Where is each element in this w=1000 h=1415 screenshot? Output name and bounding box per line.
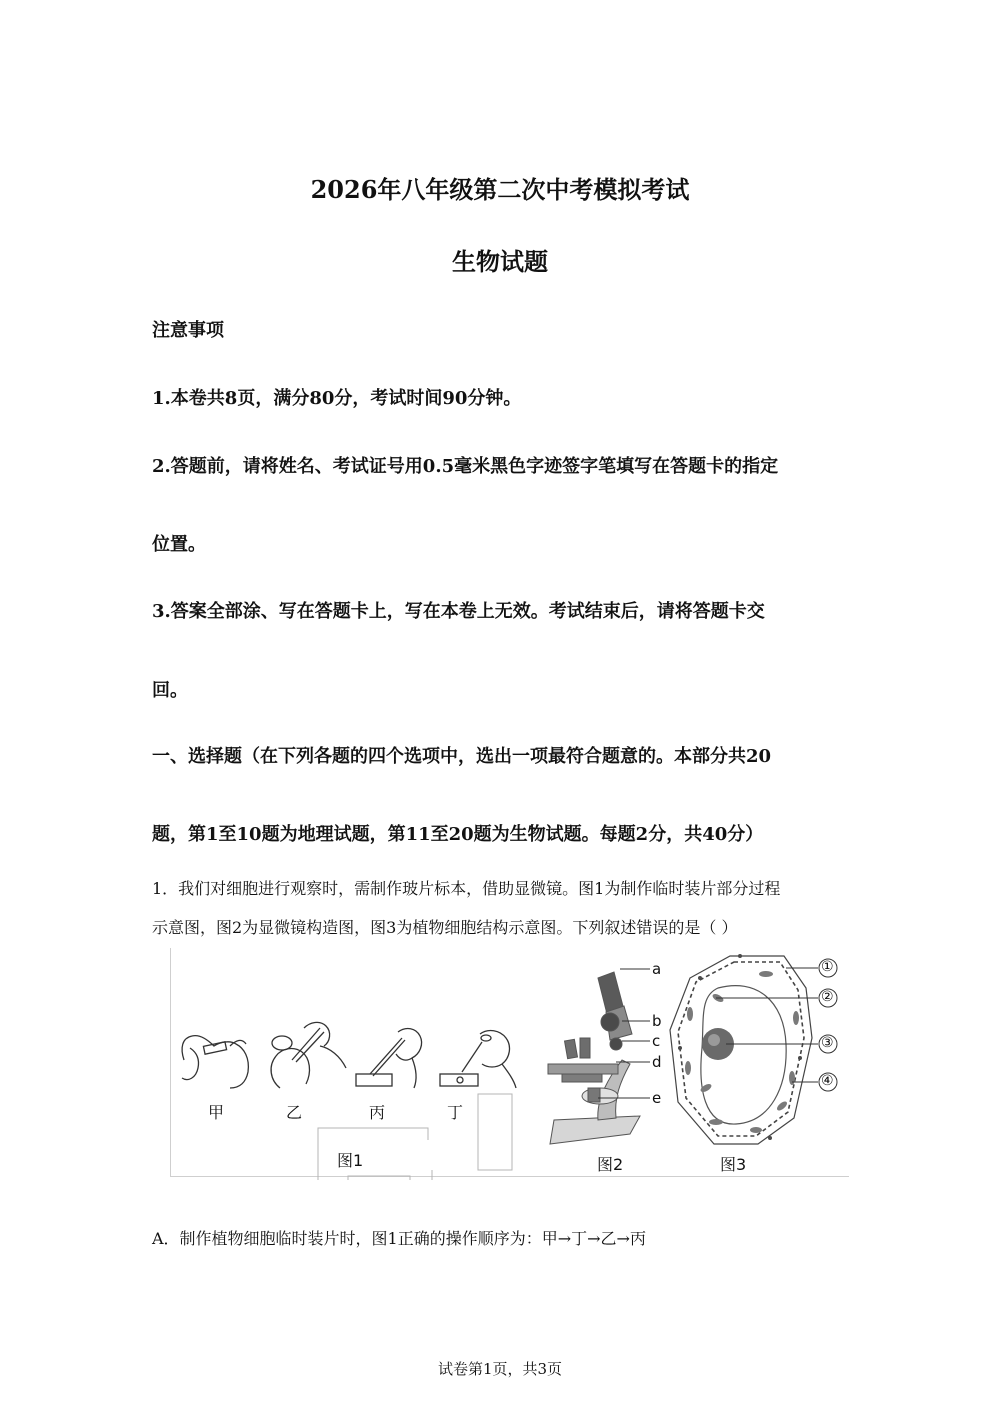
page-footer: 试卷第1页，共3页 — [437, 1360, 563, 1378]
fig2-part-d: d — [652, 1053, 662, 1071]
fig1-label-ding: 丁 — [447, 1103, 464, 1122]
notice-item-3-cont: 回。 — [152, 680, 188, 701]
fig3-part-4: ④ — [821, 1073, 834, 1089]
fig2-part-c: c — [652, 1032, 661, 1050]
fig3-caption: 图3 — [720, 1155, 747, 1174]
question-1-option-a: A．制作植物细胞临时装片时，图1正确的操作顺序为：甲→丁→乙→丙 — [152, 1229, 646, 1248]
fig1-step-ding-illustration — [440, 1031, 516, 1088]
fig2-part-b: b — [652, 1012, 662, 1030]
fig3-part-1: ① — [821, 959, 834, 975]
fig1-step-jia-illustration — [182, 1036, 248, 1088]
question-1-stem-line2: 示意图，图2为显微镜构造图，图3为植物细胞结构示意图。下列叙述错误的是（ ） — [152, 918, 738, 937]
fig3-part-3: ③ — [821, 1035, 834, 1051]
fig3-part-2: ② — [821, 989, 834, 1005]
fig2-part-a: a — [652, 960, 662, 978]
fig1-label-jia: 甲 — [208, 1103, 225, 1122]
notice-item-2: 2.答题前，请将姓名、考试证号用0.5毫米黑色字迹签字笔填写在答题卡的指定 — [152, 456, 779, 477]
section-heading-line2: 题，第1至10题为地理试题，第11至20题为生物试题。每题2分，共40分） — [152, 824, 764, 845]
fig2-part-e: e — [652, 1089, 662, 1107]
fig1-label-bing: 丙 — [369, 1103, 386, 1122]
fig1-step-yi-illustration — [271, 1022, 346, 1088]
fig2-caption: 图2 — [597, 1155, 624, 1174]
exam-title: 2026年八年级第二次中考模拟考试 — [310, 175, 690, 204]
section-heading-line1: 一、选择题（在下列各题的四个选项中，选出一项最符合题意的。本部分共20 — [152, 746, 772, 767]
question-1-stem-line1: 1．我们对细胞进行观察时，需制作玻片标本，借助显微镜。图1为制作临时装片部分过程 — [152, 879, 781, 898]
notice-item-3: 3.答案全部涂、写在答题卡上，写在本卷上无效。考试结束后，请将答题卡交 — [152, 601, 765, 622]
fig2-microscope-illustration — [548, 972, 640, 1144]
notice-heading: 注意事项 — [152, 320, 224, 341]
fig3-plant-cell-illustration — [670, 954, 812, 1144]
fig1-label-yi: 乙 — [286, 1103, 303, 1122]
fig1-step-bing-illustration — [356, 1029, 422, 1088]
figure-drawing — [170, 948, 850, 1188]
notice-item-1: 1.本卷共8页，满分80分，考试时间90分钟。 — [152, 388, 522, 409]
notice-item-2-cont: 位置。 — [152, 534, 206, 555]
exam-subtitle: 生物试题 — [452, 247, 548, 276]
fig1-caption: 图1 — [337, 1151, 364, 1170]
